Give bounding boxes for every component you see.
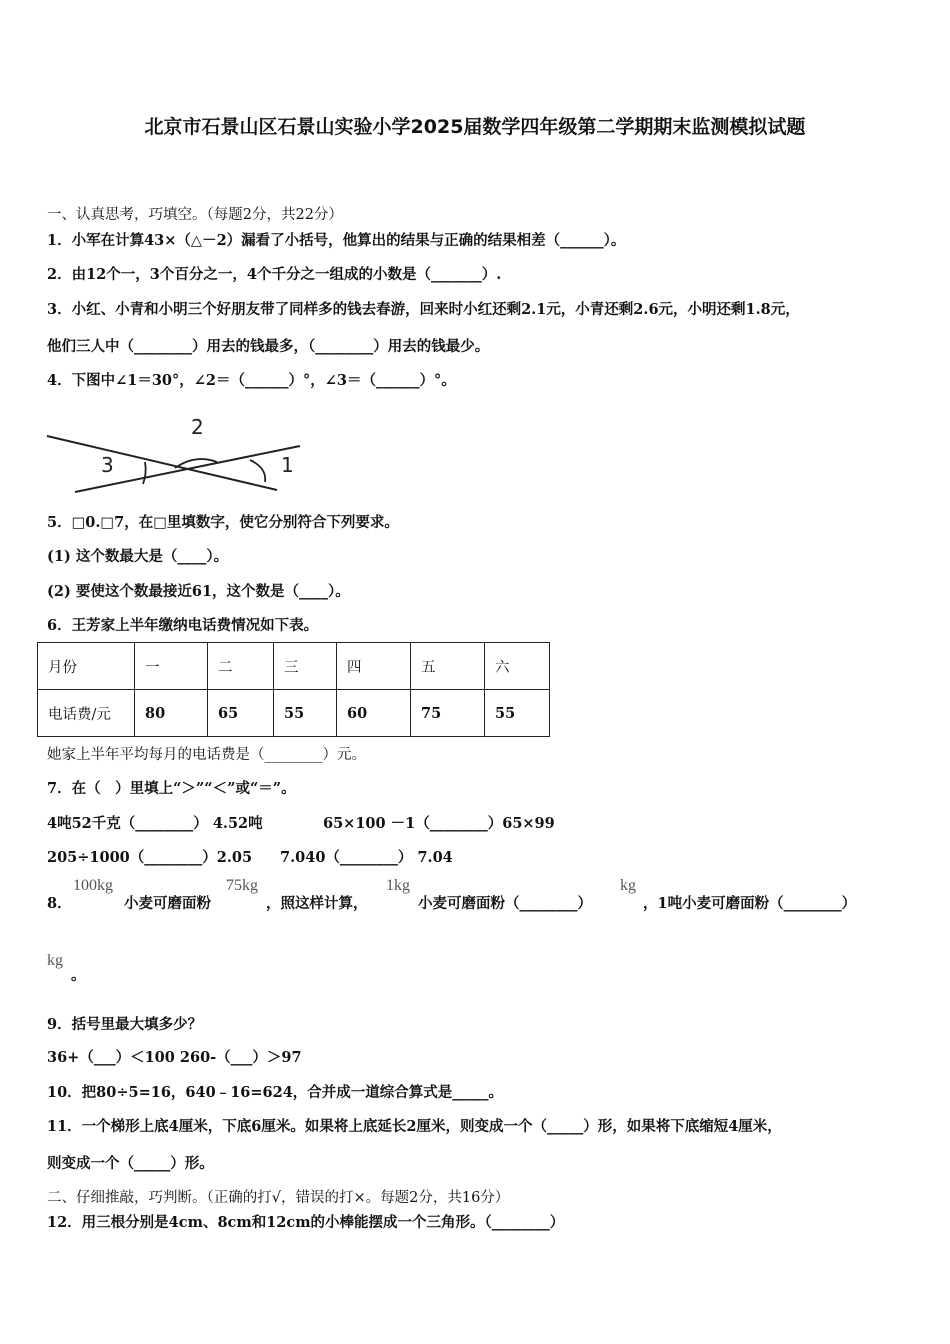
question-4: 4．下图中∠1＝30°，∠2＝（______）°，∠3＝（______）°。 xyxy=(47,372,456,389)
question-9-items: 36+（___）＜100 260-（___）＞97 xyxy=(47,1049,302,1066)
table-header-cell: 一 xyxy=(135,643,208,690)
table-header-cell: 四 xyxy=(337,643,411,690)
question-11-line-2: 则变成一个（_____）形。 xyxy=(47,1155,214,1172)
question-3-line-1: 3．小红、小青和小明三个好朋友带了同样多的钱去春游，回来时小红还剩2.1元，小青还剩2.6元，小明还剩1.8元， xyxy=(47,301,800,318)
phone-fee-table xyxy=(37,642,550,737)
question-5: 5．□0.□7，在□里填数字，使它分别符合下列要求。 xyxy=(47,514,399,531)
question-8-number: 8． xyxy=(47,895,72,912)
section-1-heading: 一、认真思考，巧填空。（每题2分，共22分） xyxy=(47,207,343,223)
table-cell: 65 xyxy=(208,690,274,737)
question-8-text-3: 小麦可磨面粉（________） xyxy=(418,895,592,912)
table-header-cell: 五 xyxy=(411,643,485,690)
question-7-item-3: 205÷1000（________）2.05 xyxy=(47,849,253,866)
question-7-item-1: 4吨52千克（________） 4.52吨 xyxy=(47,815,263,832)
table-row xyxy=(38,643,550,690)
angle-1-arc xyxy=(250,460,265,482)
question-2: 2．由12个一，3个百分之一，4个千分之一组成的小数是（_______）. xyxy=(47,266,502,283)
question-11-line-1: 11．一个梯形上底4厘米，下底6厘米。如果将上底延长2厘米，则变成一个（_____）形，如果将下底缩短4厘米， xyxy=(47,1118,782,1135)
angle-figure xyxy=(45,412,305,494)
question-8-text-1: 小麦可磨面粉 xyxy=(124,895,211,912)
question-10: 10．把80÷5=16，640﹣16=624，合并成一道综合算式是_____。 xyxy=(47,1084,504,1101)
table-cell: 75 xyxy=(411,690,485,737)
question-9: 9．括号里最大填多少？ xyxy=(47,1016,203,1033)
page-title: 北京市石景山区石景山实验小学2025届数学四年级第二学期期末监测模拟试题 xyxy=(144,116,806,138)
question-8-value-2: 75kg xyxy=(226,877,258,894)
table-cell: 60 xyxy=(337,690,411,737)
question-8-value-3: 1kg xyxy=(386,877,410,894)
question-7-item-2: 65×100 －1（________）65×99 xyxy=(323,815,555,832)
angle-label-1: 1 xyxy=(281,453,294,477)
question-6-after: 她家上半年平均每月的电话费是（________）元。 xyxy=(47,747,366,763)
table-row-label: 电话费/元 xyxy=(38,690,135,737)
table-row xyxy=(38,690,550,737)
angle-3-arc xyxy=(143,462,146,484)
question-6: 6．王芳家上半年缴纳电话费情况如下表。 xyxy=(47,617,319,634)
angle-label-3: 3 xyxy=(101,453,114,477)
question-8-unit-1: kg xyxy=(620,877,636,894)
table-header-cell: 六 xyxy=(485,643,550,690)
section-2-heading: 二、仔细推敲，巧判断。（正确的打√，错误的打×。每题2分，共16分） xyxy=(47,1190,510,1206)
table-header-cell: 二 xyxy=(208,643,274,690)
question-12: 12．用三根分别是4cm、8cm和12cm的小棒能摆成一个三角形。（________） xyxy=(47,1214,565,1231)
angle-label-2: 2 xyxy=(191,415,204,439)
question-8-end: 。 xyxy=(71,967,86,984)
question-5-part-1: (1) 这个数最大是（____）。 xyxy=(47,548,229,565)
table-header-cell: 三 xyxy=(274,643,337,690)
question-8-text-2: ，照这样计算， xyxy=(266,895,368,912)
question-8-value-1: 100kg xyxy=(73,877,113,894)
table-cell: 80 xyxy=(135,690,208,737)
table-cell: 55 xyxy=(485,690,550,737)
question-8-unit-2: kg xyxy=(47,952,63,969)
table-header-cell: 月份 xyxy=(38,643,135,690)
question-3-line-2: 他们三人中（________）用去的钱最多，（________）用去的钱最少。 xyxy=(47,338,490,355)
angle-line-a xyxy=(47,436,277,490)
question-7-item-4: 7.040（________） 7.04 xyxy=(280,849,453,866)
question-8-text-4: ，1吨小麦可磨面粉（________） xyxy=(643,895,857,912)
question-5-part-2: (2) 要使这个数最接近61，这个数是（____）。 xyxy=(47,583,350,600)
table-cell: 55 xyxy=(274,690,337,737)
question-1: 1．小军在计算43×（△－2）漏看了小括号，他算出的结果与正确的结果相差（______）。 xyxy=(47,232,626,249)
question-7: 7．在（ ）里填上“＞”“＜”或“＝”。 xyxy=(47,780,296,797)
